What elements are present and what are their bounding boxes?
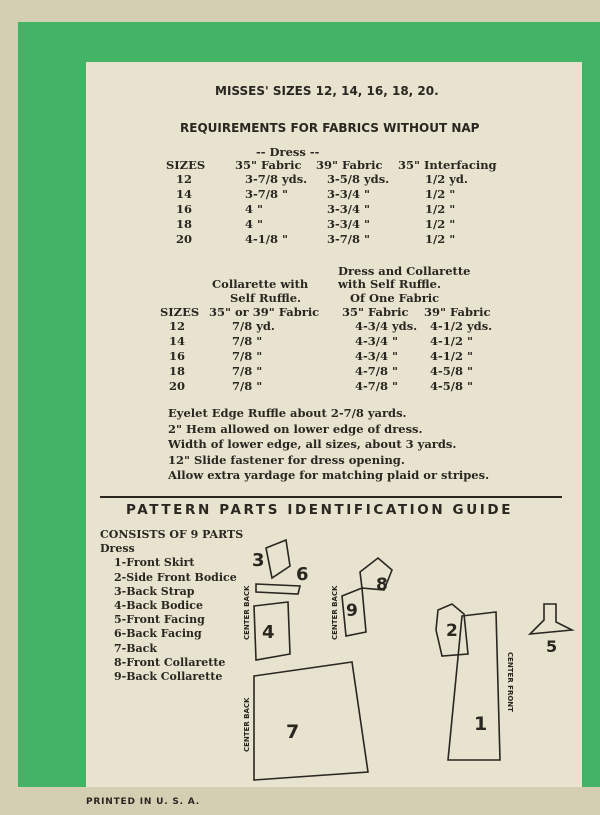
center-back-label: CENTER BACK [243,585,251,640]
table1-row-35: 3-7/8 yds. [245,172,308,186]
printed-in-usa: PRINTED IN U. S. A. [86,797,200,807]
table2-row-35: 4-3/4 " [355,334,398,348]
center-back-label: CENTER BACK [331,585,339,640]
table1-row-39: 3-3/4 " [327,202,370,216]
note-line: 2" Hem allowed on lower edge of dress. [168,421,423,436]
note-line: 12" Slide fastener for dress opening. [168,452,405,467]
table1-row-35: 4-1/8 " [245,232,288,246]
table2-group-right-3: Of One Fabric [350,291,440,305]
table2-col-35: 35" Fabric [342,305,409,319]
piece-3-strip [256,584,300,594]
table2-row-left: 7/8 " [232,364,263,378]
table2-group-right-2: with Self Ruffle. [338,277,441,291]
table1-col-39: 39" Fabric [316,158,383,172]
piece-number-9: 9 [346,601,358,621]
table1-row-size: 18 [176,217,193,231]
parts-count: CONSISTS OF 9 PARTS [100,528,244,541]
part-item: 5-Front Facing [114,613,205,627]
table2-row-39: 4-5/8 " [430,379,473,393]
piece-5-outline [530,604,572,634]
piece-number-5: 5 [546,637,558,656]
table1-row-size: 14 [176,187,193,201]
table1-col-35: 35" Fabric [235,158,302,172]
table2-row-left: 7/8 " [232,349,263,363]
part-item: 7-Back [114,641,157,655]
note-line: Allow extra yardage for matching plaid or stripes. [168,468,490,482]
table2-row-35: 4-7/8 " [355,364,398,378]
table1-row-35: 4 " [245,202,263,216]
table1-col-sizes: SIZES [166,158,206,172]
table1-row-39: 3-7/8 " [327,232,370,246]
piece-number-4: 4 [262,622,275,643]
table2-row-39: 4-5/8 " [430,364,473,378]
table1-row-interfacing: 1/2 " [425,232,456,246]
table2-row-39: 4-1/2 " [430,349,473,363]
part-item: 3-Back Strap [114,584,195,598]
table2-row-39: 4-1/2 " [430,334,473,348]
table2-row-39: 4-1/2 yds. [430,319,493,333]
note-line: Width of lower edge, all sizes, about 3 yards. [168,437,457,451]
table1-row-interfacing: 1/2 " [425,217,456,231]
table2-col-left: 35" or 39" Fabric [209,305,320,319]
table2-group-left-2: Self Ruffle. [230,291,302,305]
table2-row-35: 4-7/8 " [355,379,398,393]
table2-row-35: 4-3/4 yds. [355,319,418,333]
table1-row-interfacing: 1/2 yd. [425,172,468,186]
piece-3-outline [266,540,290,578]
piece-number-7: 7 [286,721,300,743]
center-back-label: CENTER BACK [243,697,251,752]
table2-row-35: 4-3/4 " [355,349,398,363]
table2-row-left: 7/8 " [232,379,263,393]
table2-row-left: 7/8 " [232,334,263,348]
table2-row-left: 7/8 yd. [232,319,275,333]
center-front-label: CENTER FRONT [506,652,514,712]
table2-row-size: 20 [169,379,186,393]
table2-row-size: 14 [169,334,186,348]
part-item: 8-Front Collarette [114,655,226,669]
requirements-heading: REQUIREMENTS FOR FABRICS WITHOUT NAP [180,121,480,135]
guide-title: PATTERN PARTS IDENTIFICATION GUIDE [126,502,514,518]
piece-number-2: 2 [446,621,458,641]
table2-group-right-1: Dress and Collarette [338,264,471,278]
part-item: 9-Back Collarette [114,670,223,684]
piece-number-3: 3 [252,550,265,571]
part-item: 6-Back Facing [114,627,202,641]
table1-row-size: 20 [176,232,193,246]
table1-row-interfacing: 1/2 " [425,187,456,201]
table1-row-size: 12 [176,172,193,186]
table2-col-39: 39" Fabric [424,305,491,319]
table1-row-size: 16 [176,202,193,216]
table1-row-35: 4 " [245,217,263,231]
table1-group-label: -- Dress -- [256,145,320,159]
part-item: 2-Side Front Bodice [114,570,237,584]
part-item: 4-Back Bodice [114,599,203,613]
table1-row-39: 3-3/4 " [327,187,370,201]
table2-group-left-1: Collarette with [212,277,309,291]
table1-row-39: 3-3/4 " [327,217,370,231]
piece-7-outline [254,662,368,780]
parts-group-label: Dress [100,542,135,556]
table2-col-sizes: SIZES [160,305,200,319]
note-line: Eyelet Edge Ruffle about 2-7/8 yards. [168,406,407,420]
table1-row-35: 3-7/8 " [245,187,288,201]
sizes-heading: MISSES' SIZES 12, 14, 16, 18, 20. [215,84,439,98]
piece-number-8: 8 [376,575,388,595]
piece-number-6: 6 [296,564,309,585]
table1-row-39: 3-5/8 yds. [327,172,390,186]
table2-row-size: 18 [169,364,186,378]
table2-row-size: 16 [169,349,186,363]
part-item: 1-Front Skirt [114,556,195,570]
piece-number-1: 1 [474,713,488,735]
table1-col-interfacing: 35" Interfacing [398,158,497,172]
table2-row-size: 12 [169,319,186,333]
table1-row-interfacing: 1/2 " [425,202,456,216]
